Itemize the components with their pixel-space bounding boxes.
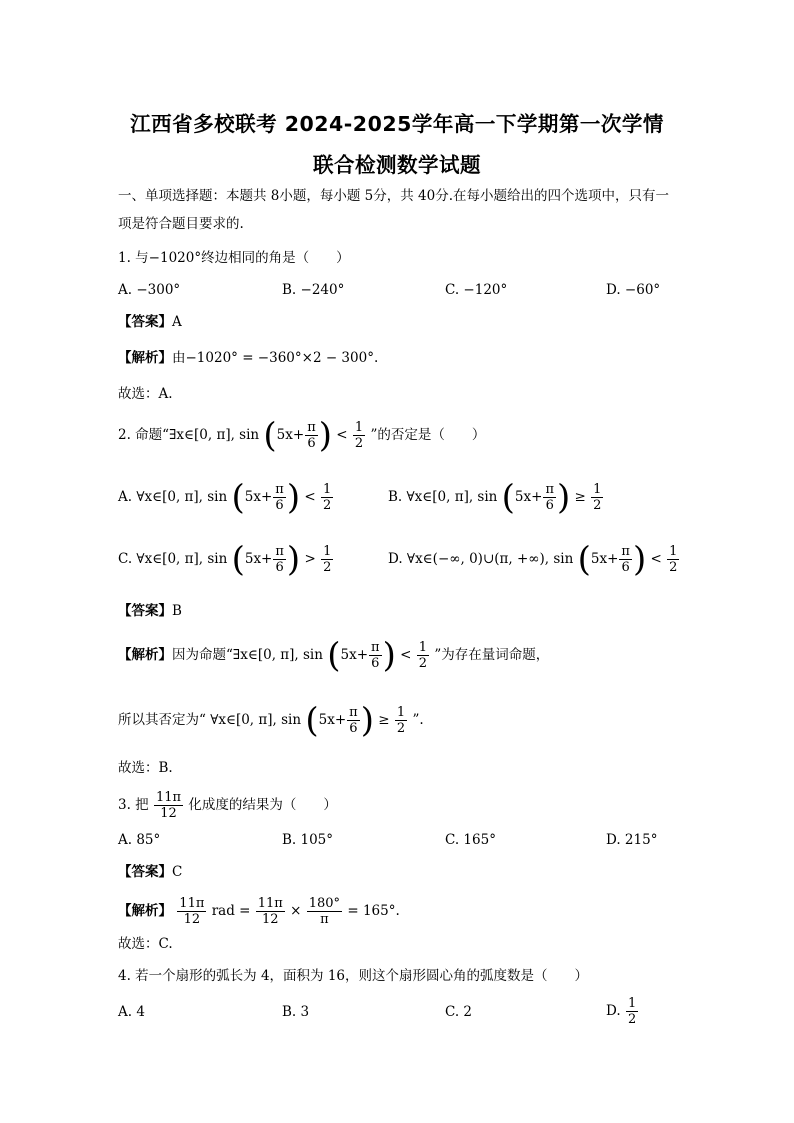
fraction: [543, 482, 556, 513]
expr-inner: 5x+: [340, 647, 369, 663]
right-paren: ): [556, 477, 571, 518]
q1-answer-value: A: [172, 314, 182, 330]
times-sign: ×: [290, 903, 302, 919]
expr-inner: 5x+: [244, 551, 273, 567]
numerator: 11π: [155, 790, 182, 805]
q2-option-d: [388, 539, 680, 580]
denominator: 6: [349, 721, 358, 736]
q3-choose: [118, 934, 173, 954]
right-paren: ): [632, 539, 647, 580]
numerator: 1: [396, 705, 406, 720]
q1-stem: 1. 与−1020°终边相同的角是（ ）: [118, 250, 350, 266]
numerator: π: [371, 640, 380, 655]
q2-option-c: [118, 539, 334, 580]
q1-analysis: [118, 348, 378, 368]
fraction: [321, 482, 333, 513]
q4-option-b: B. 3: [282, 1004, 310, 1020]
q1-analysis-text: 由−1020° = −360°×2 − 300°.: [172, 350, 379, 366]
left-paren: (: [305, 700, 319, 741]
fraction: [307, 896, 342, 927]
right-paren: ): [318, 415, 332, 456]
choose-label: 故选：: [118, 386, 159, 402]
expr-inner: 5x+: [318, 712, 347, 728]
q1-option-b: B. −240°: [282, 282, 345, 298]
q3-option-b: B. 105°: [282, 832, 334, 848]
choose-label: 故选：: [118, 760, 159, 776]
choose-label: 故选：: [118, 936, 159, 952]
q2-answer-value: B: [172, 603, 182, 619]
relation: >: [304, 551, 316, 567]
option-prefix: D.: [606, 1003, 621, 1019]
q3-choose-value: C.: [158, 936, 173, 952]
fraction: [369, 640, 382, 671]
q4-option-c: C. 2: [445, 1004, 473, 1020]
denominator: 12: [160, 806, 177, 821]
expr-inner: 5x+: [514, 489, 543, 505]
fraction: [619, 544, 632, 575]
denominator: 6: [275, 560, 284, 575]
q2-answer: [118, 601, 182, 621]
left-paren: (: [327, 635, 341, 676]
relation: <: [650, 551, 662, 567]
denominator: 2: [396, 721, 406, 736]
numerator: 1: [354, 420, 364, 435]
analysis-mid: rad =: [211, 903, 251, 919]
denominator: 6: [545, 498, 554, 513]
q1-answer: [118, 312, 182, 332]
fraction: [667, 544, 679, 575]
q2-choose: [118, 758, 173, 778]
right-paren: ): [286, 477, 301, 518]
numerator: 1: [627, 996, 637, 1011]
relation: <: [304, 489, 316, 505]
fraction: [273, 544, 286, 575]
fraction: [273, 482, 286, 513]
denominator: 6: [371, 656, 380, 671]
fraction: [177, 896, 206, 927]
denominator: 6: [275, 498, 284, 513]
fraction: [347, 705, 360, 736]
analysis-prefix: 因为命题“∃x∈[0, π], sin: [172, 647, 323, 663]
q3-analysis: [118, 896, 400, 927]
q3-option-c: C. 165°: [445, 832, 496, 848]
numerator: 1: [593, 482, 602, 497]
analysis-label: 【解析】: [118, 350, 172, 366]
numerator: π: [545, 482, 554, 497]
analysis-label: 【解析】: [118, 647, 172, 663]
numerator: 1: [322, 482, 332, 497]
q1-option-a: A. −300°: [118, 282, 181, 298]
option-prefix: A. ∀x∈[0, π], sin: [118, 489, 228, 505]
analysis-end: = 165°.: [347, 903, 400, 919]
q3-option-a: A. 85°: [118, 832, 161, 848]
numerator: π: [349, 705, 358, 720]
q3-stem-suffix: 化成度的结果为（ ）: [188, 797, 337, 813]
denominator: 2: [354, 436, 364, 451]
answer-label: 【答案】: [118, 314, 172, 330]
q4-option-a: A. 4: [118, 1004, 145, 1020]
fraction: [154, 790, 183, 821]
denominator: 2: [323, 560, 332, 575]
left-paren: (: [577, 539, 591, 580]
right-paren: ): [360, 700, 374, 741]
section-heading: 一、单项选择题：本题共 8小题，每小题 5分，共 40分.在每小题给出的四个选项中，只有一项是符合题目要求的.: [118, 188, 670, 232]
denominator: 12: [183, 912, 201, 927]
q1-choose: [118, 384, 173, 404]
option-prefix: D. ∀x∈(−∞, 0)∪(π, +∞), sin: [388, 551, 574, 567]
q3-option-d: D. 215°: [606, 832, 658, 848]
expr-inner: 5x+: [590, 551, 619, 567]
denominator: 2: [627, 1012, 637, 1027]
analysis-suffix: ”.: [412, 712, 424, 728]
left-paren: (: [501, 477, 515, 518]
q3-answer: [118, 862, 182, 882]
relation: <: [400, 647, 412, 663]
numerator: 1: [669, 544, 678, 559]
fraction: [395, 705, 407, 736]
q1-option-c: C. −120°: [445, 282, 508, 298]
q4-option-d: [606, 996, 639, 1027]
numerator: π: [621, 544, 630, 559]
left-paren: (: [231, 539, 245, 580]
numerator: π: [275, 482, 284, 497]
title-line-2: 联合检测数学试题: [313, 153, 481, 177]
fraction: [591, 482, 603, 513]
answer-label: 【答案】: [118, 603, 172, 619]
denominator: 2: [418, 656, 428, 671]
fraction: [256, 896, 285, 927]
numerator: 11π: [179, 896, 205, 911]
numerator: 1: [418, 640, 428, 655]
q2-stem-prefix: 2. 命题“∃x∈[0, π], sin: [118, 427, 260, 443]
right-paren: ): [286, 539, 301, 580]
denominator: 12: [262, 912, 279, 927]
q2-analysis-line-2: [118, 700, 424, 741]
denominator: 6: [307, 436, 316, 451]
expr-inner: 5x+: [276, 427, 305, 443]
option-prefix: B. ∀x∈[0, π], sin: [388, 489, 498, 505]
fraction: [321, 544, 333, 575]
numerator: π: [307, 420, 316, 435]
fraction: [353, 420, 365, 451]
analysis-prefix: 所以其否定为“ ∀x∈[0, π], sin: [118, 712, 302, 728]
q1-choose-value: A.: [158, 386, 173, 402]
denominator: π: [320, 912, 329, 927]
relation: ≥: [378, 712, 390, 728]
denominator: 6: [621, 560, 630, 575]
title-line-1: 江西省多校联考 2024-2025学年高一下学期第一次学情: [130, 112, 664, 136]
left-paren: (: [263, 415, 277, 456]
left-paren: (: [231, 477, 245, 518]
option-prefix: C. ∀x∈[0, π], sin: [118, 551, 228, 567]
denominator: 2: [669, 560, 678, 575]
q4-stem: 4. 若一个扇形的弧长为 4，面积为 16，则这个扇形圆心角的弧度数是（ ）: [118, 968, 589, 984]
analysis-label: 【解析】: [118, 903, 172, 919]
q2-choose-value: B.: [158, 760, 173, 776]
answer-label: 【答案】: [118, 864, 172, 880]
analysis-suffix: ”为存在量词命题，: [434, 647, 550, 663]
numerator: 1: [323, 544, 332, 559]
numerator: π: [275, 544, 284, 559]
q2-stem-suffix: ”的否定是（ ）: [370, 427, 486, 443]
expr-inner: 5x+: [244, 489, 273, 505]
numerator: 11π: [257, 896, 283, 911]
relation: <: [336, 427, 348, 443]
numerator: 180°: [308, 896, 341, 911]
denominator: 2: [593, 498, 602, 513]
fraction: [305, 420, 318, 451]
q2-option-b: [388, 477, 604, 518]
fraction: [417, 640, 429, 671]
q1-option-d: D. −60°: [606, 282, 661, 298]
fraction: [626, 996, 638, 1027]
q3-stem-prefix: 3. 把: [118, 797, 149, 813]
q2-analysis-line-1: [118, 635, 550, 676]
denominator: 2: [322, 498, 332, 513]
right-paren: ): [382, 635, 396, 676]
q2-stem: [118, 415, 486, 456]
relation: ≥: [574, 489, 586, 505]
q3-stem: [118, 790, 337, 821]
q3-answer-value: C: [172, 864, 183, 880]
q2-option-a: [118, 477, 334, 518]
